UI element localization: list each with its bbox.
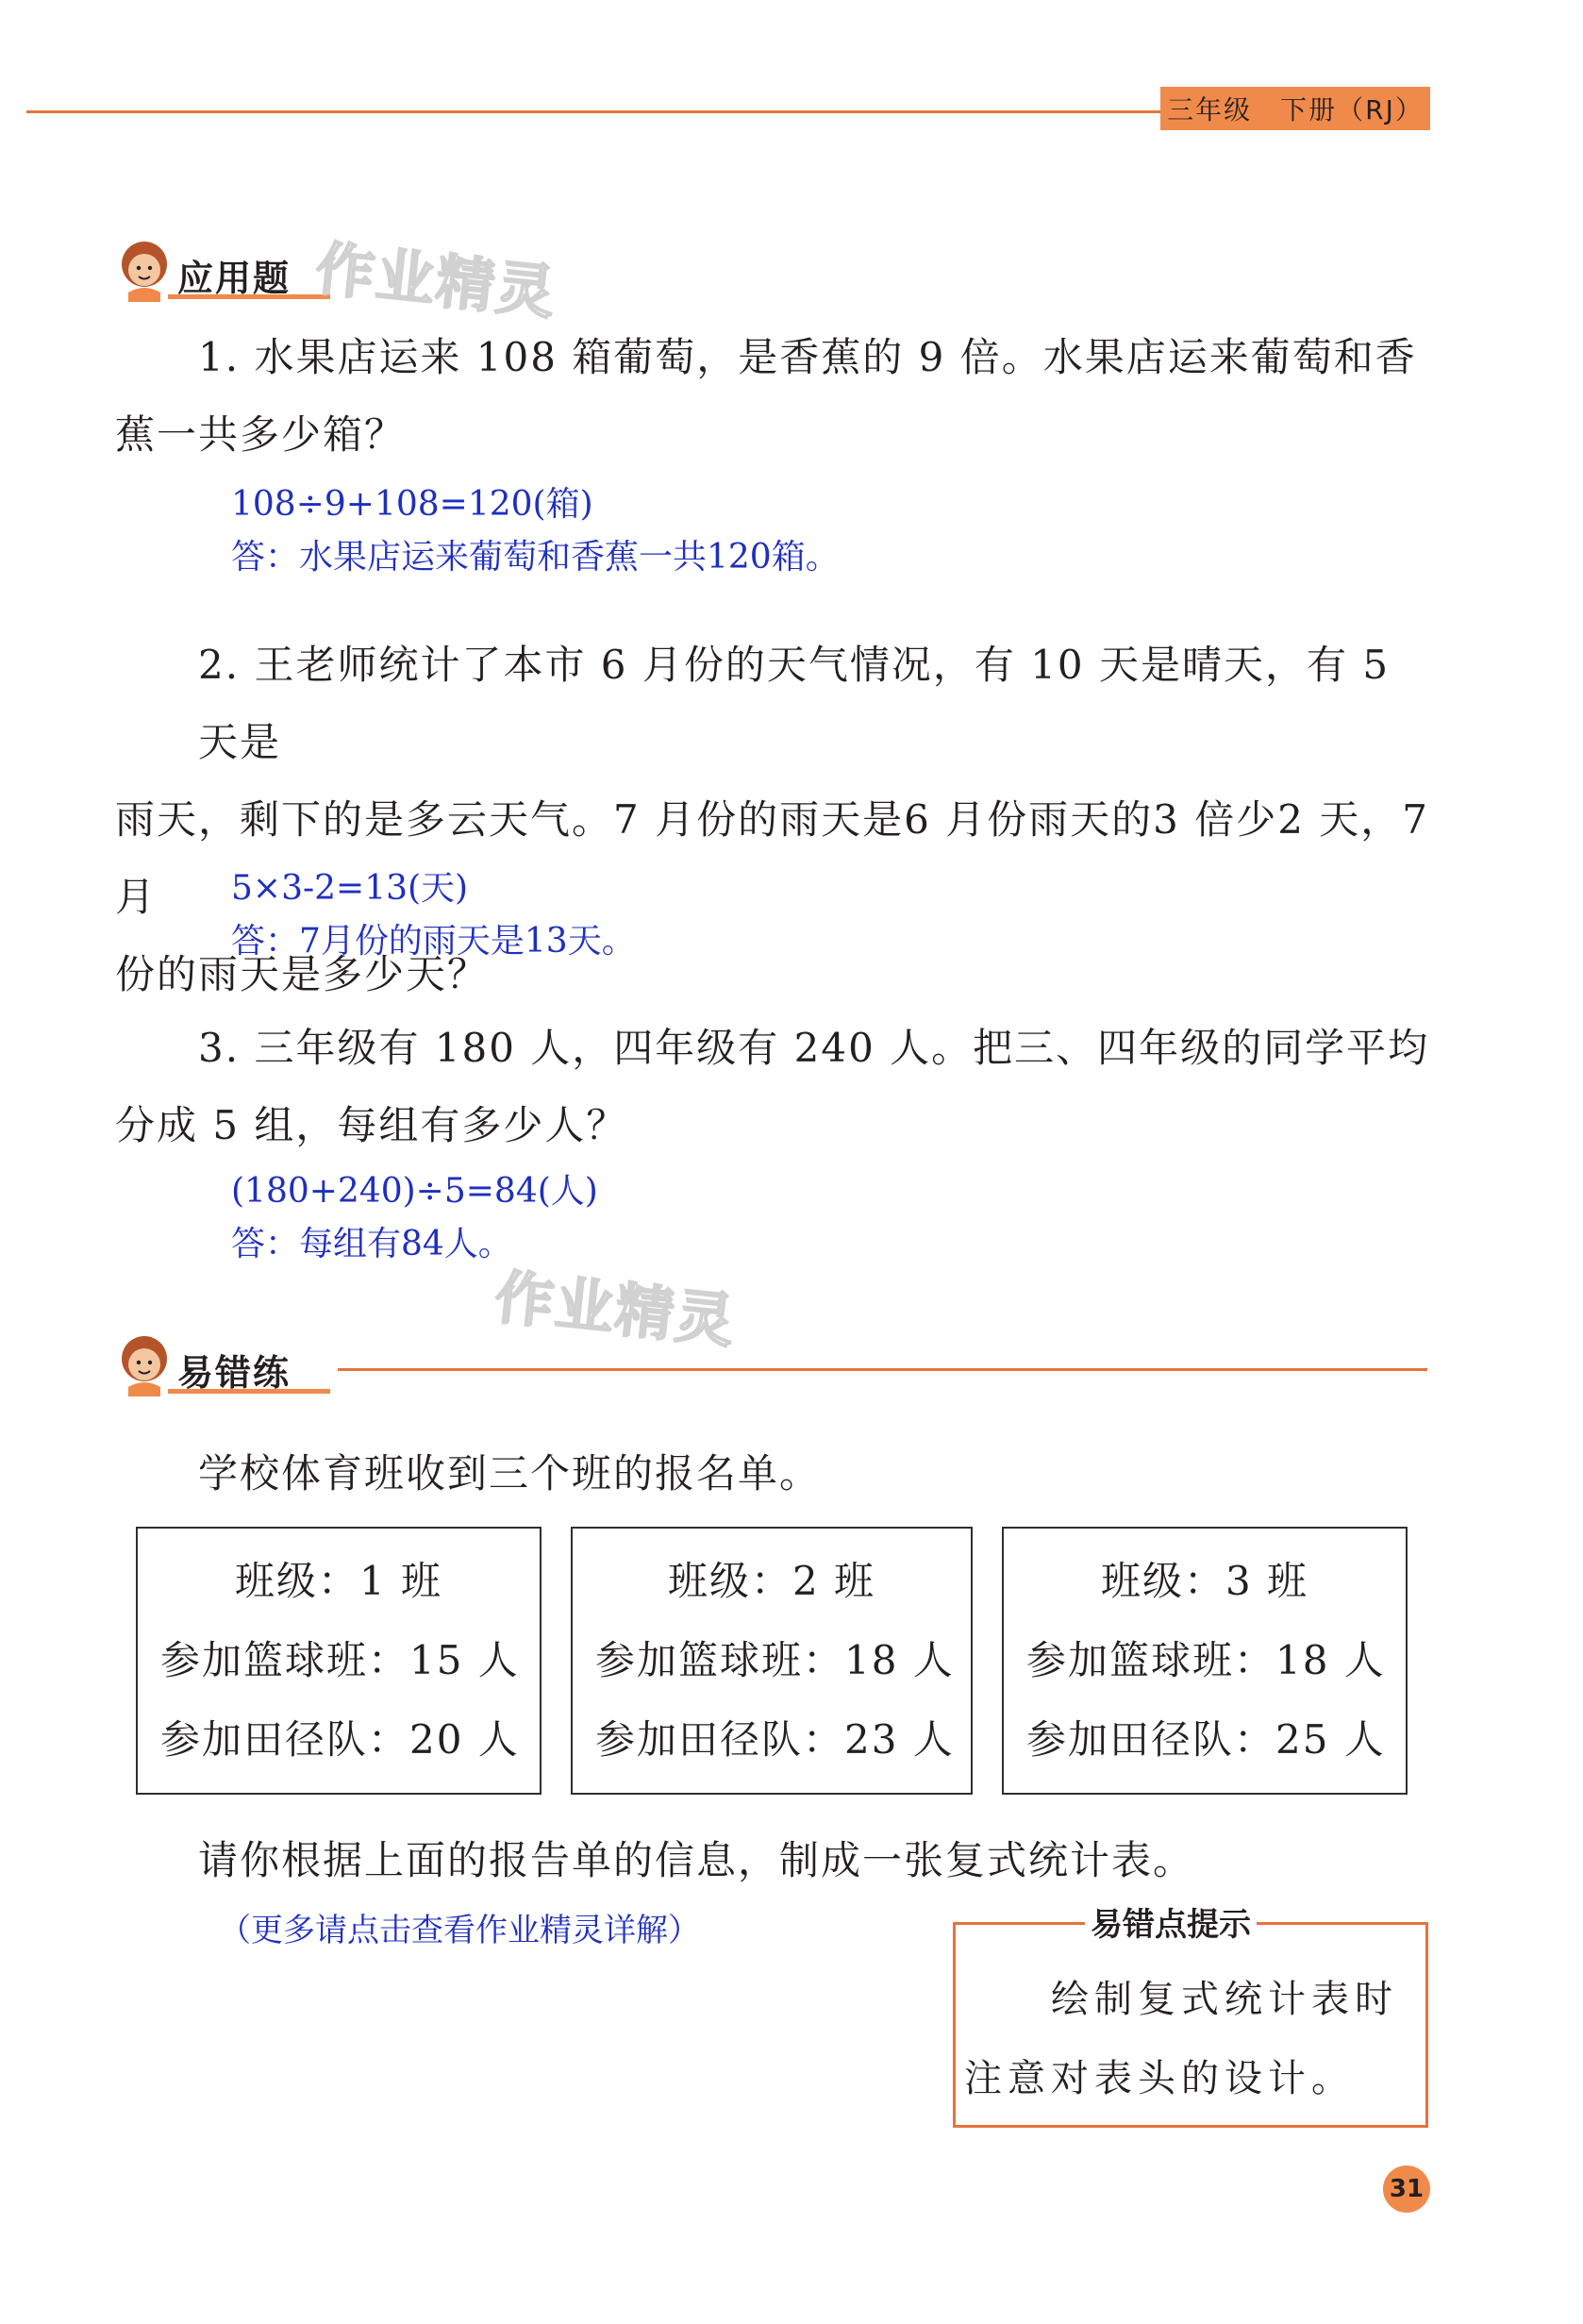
form-track: 参加田径队：20 人 — [160, 1716, 520, 1763]
question-number: 2. — [198, 642, 241, 688]
watermark: 作业精灵 — [492, 1262, 740, 1357]
answer-equation: (180+240)÷5=84(人) — [231, 1172, 598, 1211]
student-avatar-icon — [111, 236, 177, 302]
page-number: 31 — [1383, 2165, 1430, 2213]
registration-form-2 — [571, 1527, 973, 1795]
question-text: 份的雨天是多少天？ — [115, 951, 490, 997]
more-explanation-link[interactable]: （更多请点击查看作业精灵详解） — [219, 1912, 700, 1949]
question-text: 三年级有 180 人，四年级有 240 人。把三、四年级的同学平均 — [254, 1025, 1430, 1071]
registration-form-3 — [1002, 1527, 1408, 1795]
section-header-error-practice — [111, 1330, 1427, 1396]
answer-equation: 108÷9+108=120(箱) — [231, 485, 593, 524]
form-class: 班级：1 班 — [234, 1558, 443, 1604]
task-text — [198, 1822, 1519, 1899]
question-1 — [115, 319, 1436, 474]
form-basketball: 参加篮球班：18 人 — [1026, 1637, 1386, 1683]
question-3 — [115, 1010, 1436, 1164]
form-basketball: 参加篮球班：15 人 — [160, 1637, 520, 1683]
grade-tab: 三年级 下册（RJ） — [1160, 87, 1430, 130]
answer-1 — [231, 478, 840, 584]
section-title-applied: 应用题 — [177, 258, 292, 299]
answer-sentence: 答：每组有84人。 — [231, 1225, 512, 1263]
question-text: 水果店运来 108 箱葡萄，是香蕉的 9 倍。水果店运来葡萄和香 — [254, 334, 1417, 380]
question-text: 蕉一共多少箱？ — [115, 411, 407, 458]
error-practice-intro — [198, 1435, 1519, 1513]
question-text: 分成 5 组，每组有多少人？ — [115, 1102, 628, 1148]
form-class: 班级：2 班 — [667, 1558, 876, 1604]
question-number: 1. — [198, 334, 241, 380]
answer-sentence: 答：水果店运来葡萄和香蕉一共120箱。 — [231, 538, 840, 577]
tip-text — [964, 1960, 1417, 2118]
question-text: 王老师统计了本市 6 月份的天气情况，有 10 天是晴天，有 5 天是 — [198, 642, 1391, 765]
answer-equation: 5×3-2=13(天) — [231, 869, 469, 908]
form-basketball: 参加篮球班：18 人 — [595, 1637, 955, 1683]
tip-line: 注意对表头的设计。 — [964, 2057, 1355, 2100]
task-sentence: 请你根据上面的报告单的信息，制成一张复式统计表。 — [198, 1837, 1195, 1883]
question-text: 雨天，剩下的是多云天气。7 月份的雨天是6 月份雨天的3 倍少2 天，7 月 — [115, 796, 1430, 920]
question-number: 3. — [198, 1025, 241, 1071]
form-track: 参加田径队：25 人 — [1026, 1716, 1386, 1763]
section-title-error-practice: 易错练 — [177, 1352, 292, 1394]
section-rule — [338, 1368, 1427, 1371]
header-rule — [26, 110, 1168, 113]
answer-sentence: 答：7月份的雨天是13天。 — [231, 922, 636, 961]
student-avatar-icon — [111, 1330, 177, 1396]
tip-line: 绘制复式统计表时 — [1051, 1978, 1398, 2021]
intro-text: 学校体育班收到三个班的报名单。 — [198, 1450, 822, 1496]
tip-title: 易错点提示 — [1085, 1898, 1257, 1945]
form-class: 班级：3 班 — [1100, 1558, 1309, 1604]
watermark: 作业精灵 — [312, 233, 560, 328]
registration-form-1 — [136, 1527, 542, 1795]
form-track: 参加田径队：23 人 — [595, 1716, 955, 1763]
answer-2 — [231, 862, 636, 968]
